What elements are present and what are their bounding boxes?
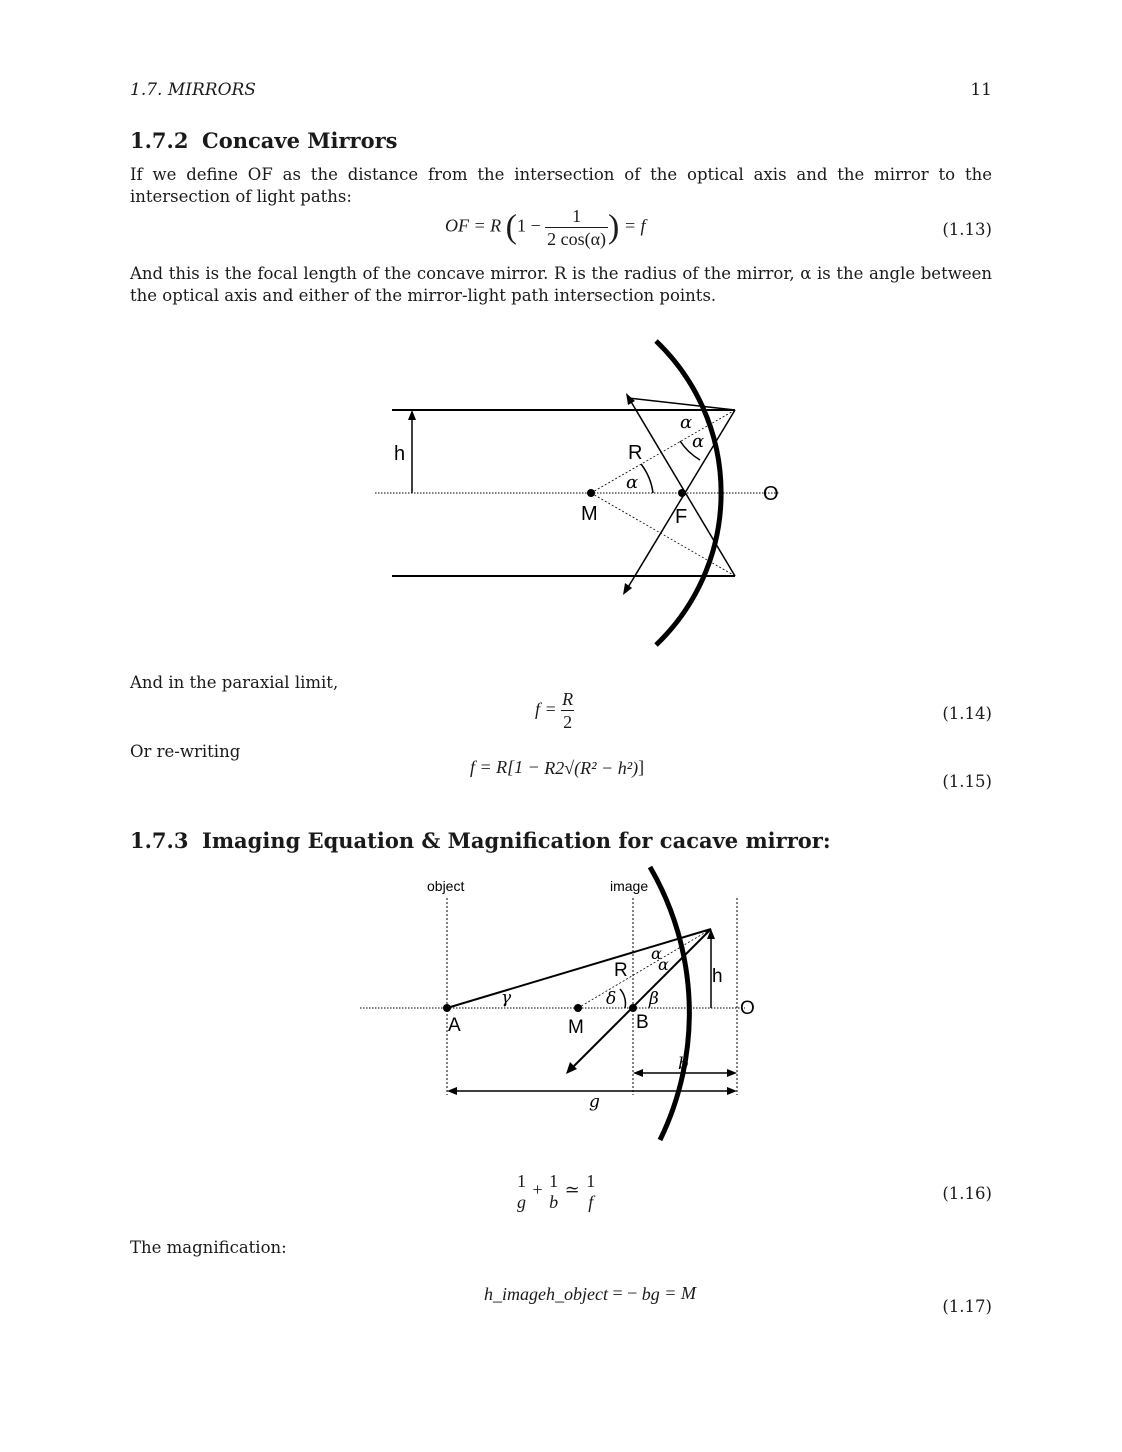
label-object: object — [427, 878, 465, 894]
label-alpha-1: α — [651, 944, 662, 963]
eq17-n2: b — [641, 1284, 651, 1305]
eq15-denominator: 2√(R² − h²) — [555, 758, 639, 779]
eq13-one: 1 − — [516, 215, 541, 236]
label-b-point: B — [636, 1012, 649, 1033]
eq17-d1: h_object — [546, 1284, 608, 1305]
dimension-g-arrow-left — [447, 1087, 457, 1095]
paragraph-of-definition: If we define OF as the distance from the intersection of the optical axis and the mirror to the intersection of light paths: — [130, 165, 992, 206]
paragraph-rewriting: Or re-writing — [130, 742, 241, 761]
eq13-numerator: 1 — [572, 206, 582, 226]
label-a: A — [448, 1015, 461, 1036]
eq13-denominator: 2 cos(α) — [547, 229, 607, 249]
eq15-lhs: f = R[1 − — [470, 757, 540, 777]
radius-line-top — [591, 410, 735, 493]
point-m — [574, 1004, 582, 1012]
point-a — [443, 1004, 451, 1012]
eq16-frac-2 — [547, 1170, 560, 1213]
section-heading-imaging — [130, 828, 831, 853]
eq17-frac-2 — [642, 1284, 660, 1305]
radius-line-bottom — [591, 493, 735, 576]
label-o: O — [740, 998, 755, 1019]
eq17-frac-1 — [484, 1284, 608, 1305]
eq16-plus: + — [532, 1179, 543, 1200]
eq16-n2: 1 — [549, 1171, 559, 1191]
paragraph-focal-length: And this is the focal length of the concave mirror. R is the radius of the mirror, α is the angle between the optical axis and either of the mirror-light path intersection points. — [130, 264, 992, 305]
eq16-n3: 1 — [586, 1171, 596, 1191]
label-m: M — [568, 1017, 584, 1038]
reflected-ray-top-arrowhead — [623, 583, 632, 595]
eq16-approx: ≃ — [564, 1179, 580, 1200]
label-alpha-2: α — [692, 431, 705, 452]
equation-1-13: OF = R (1 − $\frac{1}{2 \cos(\alpha)}$ ) = f — [445, 206, 646, 249]
eq16-frac-3 — [584, 1170, 597, 1213]
eq13-fraction — [545, 205, 608, 250]
equation-number-1-13: (1.13) — [942, 220, 992, 239]
figure-concave-mirror — [360, 330, 800, 660]
reflected-ray-top-stub — [628, 398, 735, 410]
equation-1-16 — [515, 1170, 597, 1213]
figure-imaging-mirror — [355, 865, 775, 1150]
eq17-mid: = − — [612, 1283, 638, 1303]
label-f: F — [675, 506, 688, 528]
angle-arc-delta — [620, 989, 625, 1008]
dimension-g-arrow-right — [727, 1087, 737, 1095]
eq16-d2: b — [549, 1192, 559, 1212]
section-heading-concave — [130, 128, 398, 153]
equation-number-1-16: (1.16) — [942, 1184, 992, 1203]
eq16-d1: g — [517, 1192, 526, 1212]
label-beta: β — [649, 989, 659, 1009]
label-g-dimension: g — [589, 1092, 600, 1112]
page-number: 11 — [970, 80, 992, 100]
label-r: R — [628, 442, 643, 464]
label-b-dimension: b — [678, 1054, 689, 1074]
equation-1-17 — [484, 1283, 696, 1305]
dimension-b-arrow-left — [633, 1069, 643, 1077]
eq15-fraction — [544, 758, 638, 779]
section-number: 1.7.2 — [130, 128, 189, 153]
equation-1-15 — [470, 757, 644, 779]
eq14-denominator: 2 — [563, 712, 573, 732]
eq17-d2: g — [650, 1284, 660, 1305]
focal-point-f — [678, 489, 686, 497]
label-h: h — [712, 966, 723, 987]
label-o: O — [763, 483, 779, 505]
angle-arc-3 — [641, 464, 653, 493]
label-gamma: γ — [501, 988, 512, 1008]
center-point-m — [587, 489, 595, 497]
equation-number-1-15: (1.15) — [942, 772, 992, 791]
eq15-numerator: R — [544, 758, 556, 779]
eq16-d3: f — [588, 1192, 594, 1212]
eq16-frac-1 — [515, 1170, 528, 1213]
eq17-rhs: = M — [664, 1283, 696, 1303]
eq14-fraction — [561, 689, 574, 733]
eq13-lhs: OF = R — [445, 215, 502, 236]
label-m: M — [581, 503, 598, 525]
eq17-n1: h_image — [484, 1284, 546, 1305]
paragraph-magnification: The magnification: — [130, 1238, 287, 1257]
label-image: image — [610, 878, 649, 894]
label-delta: δ — [606, 989, 617, 1009]
point-b — [629, 1004, 637, 1012]
equation-number-1-17: (1.17) — [942, 1297, 992, 1316]
height-arrowhead — [408, 410, 416, 420]
running-header-section: 1.7. MIRRORS — [130, 80, 256, 100]
eq14-numerator: R — [562, 689, 574, 709]
label-alpha-1: α — [680, 412, 693, 433]
label-r: R — [614, 960, 628, 981]
section-title: Imaging Equation & Magnification for cacave mirror: — [202, 828, 831, 853]
eq14-lhs: f = — [535, 699, 557, 720]
equation-number-1-14: (1.14) — [942, 704, 992, 723]
paragraph-paraxial: And in the paraxial limit, — [130, 673, 339, 692]
eq16-n1: 1 — [517, 1171, 526, 1191]
eq13-rhs: = f — [623, 215, 646, 236]
label-alpha-3: α — [626, 472, 639, 493]
section-title: Concave Mirrors — [202, 128, 398, 153]
label-h: h — [394, 443, 406, 465]
dimension-b-arrow-right — [727, 1069, 737, 1077]
equation-1-14 — [535, 689, 574, 733]
label-alpha-2: α — [658, 955, 669, 974]
section-number: 1.7.3 — [130, 828, 189, 853]
eq15-close: ] — [638, 757, 645, 777]
